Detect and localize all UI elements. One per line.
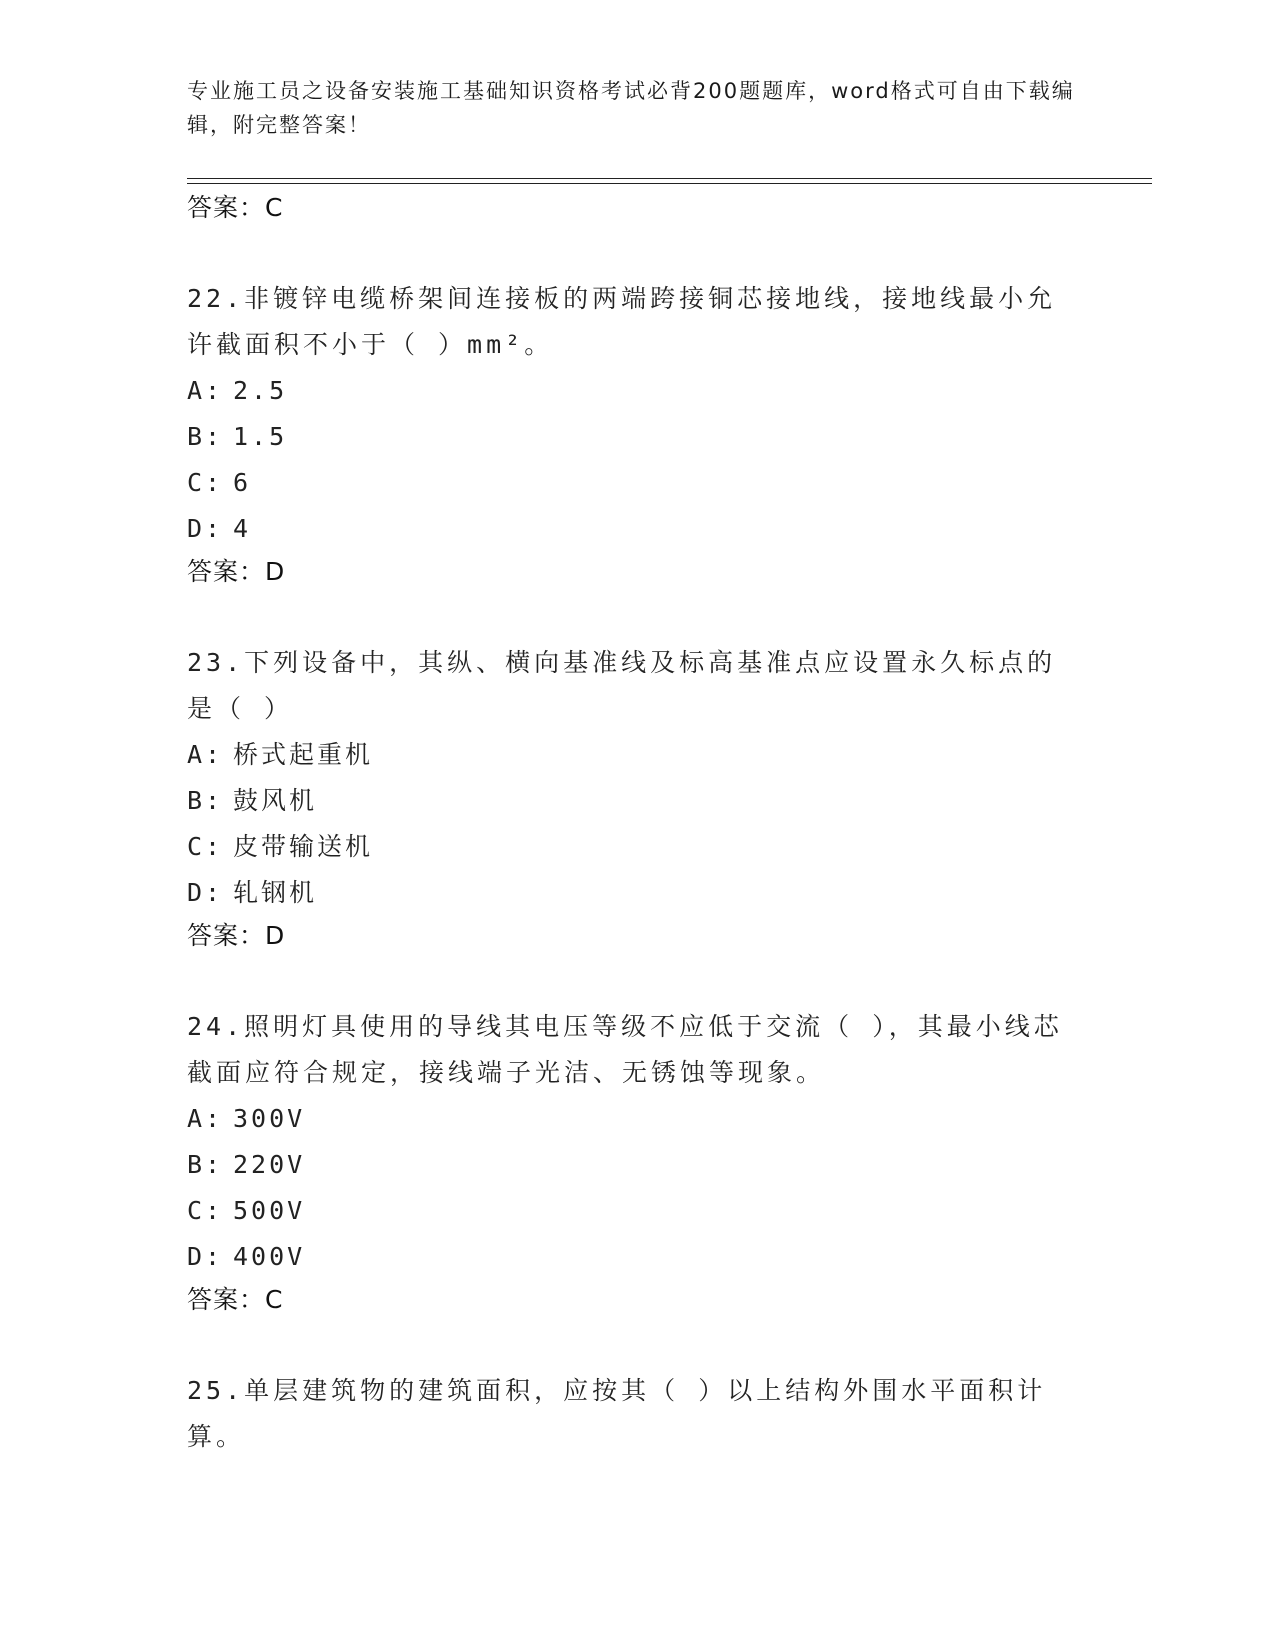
option-label: A: — [187, 740, 224, 769]
option-label: D: — [187, 1242, 224, 1271]
option-line — [187, 506, 1087, 552]
page-header: 专业施工员之设备安装施工基础知识资格考试必背200题题库，word格式可自由下载编辑，附完整答案！ — [187, 79, 1075, 137]
option-line — [187, 1188, 1087, 1234]
option-line — [187, 1096, 1087, 1142]
option-label: D: — [187, 514, 224, 543]
option-text: 500V — [233, 1196, 306, 1225]
option-text: 桥式起重机 — [233, 740, 374, 769]
answer-line: 答案：C — [187, 1285, 284, 1314]
question-block — [187, 640, 1087, 964]
question-list — [187, 188, 1087, 1460]
answer-line: 答案：C — [187, 193, 284, 222]
option-line — [187, 368, 1087, 414]
option-label: C: — [187, 1196, 224, 1225]
answer-line: 答案：D — [187, 557, 286, 586]
answer-line: 答案：D — [187, 921, 286, 950]
question-block — [187, 276, 1087, 600]
option-line — [187, 824, 1087, 870]
header-divider-bottom — [187, 183, 1152, 184]
option-text: 4 — [233, 514, 252, 543]
option-label: D: — [187, 878, 224, 907]
option-label: A: — [187, 376, 224, 405]
question-block — [187, 1004, 1087, 1328]
option-text: 1.5 — [233, 422, 288, 451]
question-block — [187, 1368, 1087, 1460]
option-line — [187, 414, 1087, 460]
option-line — [187, 732, 1087, 778]
header-divider-top — [187, 178, 1152, 179]
question-stem: 25.单层建筑物的建筑面积，应按其（ ）以上结构外围水平面积计算。 — [187, 1376, 1047, 1451]
option-text: 300V — [233, 1104, 306, 1133]
option-label: C: — [187, 468, 224, 497]
option-text: 400V — [233, 1242, 306, 1271]
question-stem: 24.照明灯具使用的导线其电压等级不应低于交流（ ），其最小线芯截面应符合规定，接线端子光洁、无锈蚀等现象。 — [187, 1012, 1063, 1087]
option-line — [187, 1142, 1087, 1188]
option-label: B: — [187, 786, 224, 815]
option-text: 6 — [233, 468, 252, 497]
option-label: B: — [187, 422, 224, 451]
option-text: 轧钢机 — [233, 878, 318, 907]
option-text: 220V — [233, 1150, 306, 1179]
option-line — [187, 778, 1087, 824]
option-text: 鼓风机 — [233, 786, 318, 815]
option-text: 皮带输送机 — [233, 832, 374, 861]
option-label: C: — [187, 832, 224, 861]
option-label: B: — [187, 1150, 224, 1179]
question-stem: 23.下列设备中，其纵、横向基准线及标高基准点应设置永久标点的是（ ） — [187, 648, 1057, 723]
option-line — [187, 870, 1087, 916]
option-text: 2.5 — [233, 376, 288, 405]
question-stem: 22.非镀锌电缆桥架间连接板的两端跨接铜芯接地线，接地线最小允许截面积不小于（ ）mm²。 — [187, 284, 1057, 359]
option-line — [187, 1234, 1087, 1280]
option-label: A: — [187, 1104, 224, 1133]
option-line — [187, 460, 1087, 506]
